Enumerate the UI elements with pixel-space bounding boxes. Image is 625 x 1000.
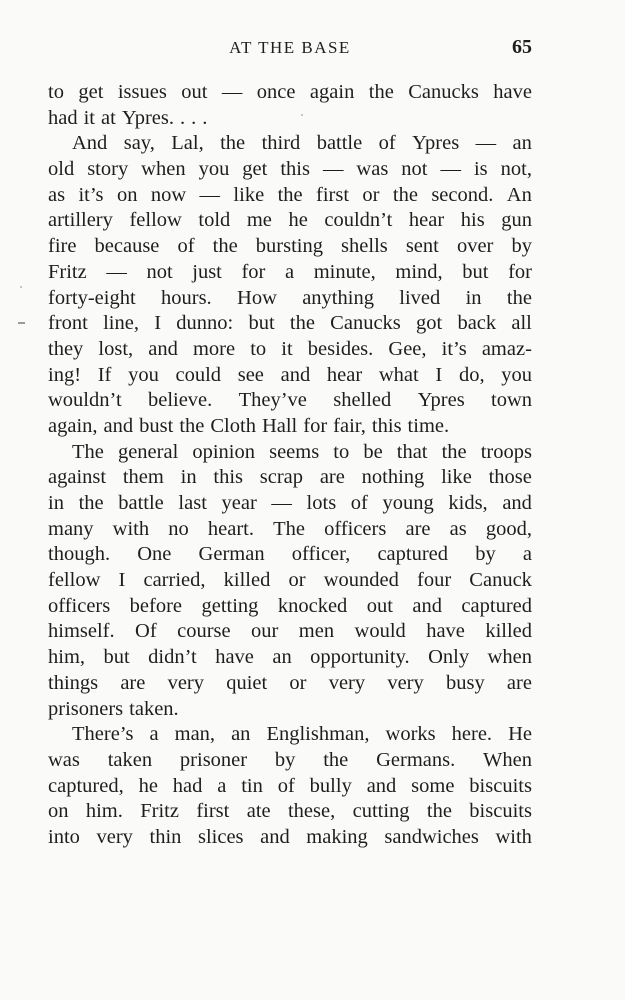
scan-speck: [20, 286, 22, 288]
text-line: many with no heart. The officers are as good,: [48, 517, 532, 540]
text-line: prisoners taken.: [48, 697, 179, 720]
text-line: artillery fellow told me he couldn’t hear his gun: [48, 209, 532, 232]
text-line: on him. Fritz first ate these, cutting the biscuits: [48, 800, 532, 823]
text-line: old story when you get this — was not — is not,: [48, 158, 532, 181]
running-header: [48, 36, 532, 60]
text-line: himself. Of course our men would have killed: [48, 620, 532, 643]
text-line: wouldn’t believe. They’ve shelled Ypres town: [48, 389, 532, 412]
text-line: fellow I carried, killed or wounded four Canuck: [48, 569, 532, 592]
text-line: And say, Lal, the third battle of Ypres — an: [72, 132, 532, 155]
text-line: was taken prisoner by the Germans. When: [48, 748, 532, 771]
body-text: [48, 80, 532, 851]
text-line: in the battle last year — lots of young kids, and: [48, 492, 532, 514]
text-line: though. One German officer, captured by a: [48, 543, 532, 566]
text-line: had it at Ypres. . . .: [48, 106, 208, 129]
text-line: forty-eight hours. How anything lived in the: [48, 286, 532, 309]
text-line: to get issues out — once again the Canucks have: [48, 81, 532, 103]
text-line: into very thin slices and making sandwiches with: [48, 825, 532, 848]
text-line: Fritz — not just for a minute, mind, but for: [48, 260, 532, 283]
text-line: front line, I dunno: but the Canucks got back all: [48, 312, 532, 335]
text-line: ing! If you could see and hear what I do, you: [48, 363, 532, 386]
running-title: AT THE BASE: [229, 38, 351, 57]
text-line: The general opinion seems to be that the troops: [72, 440, 532, 463]
margin-mark: [18, 322, 25, 324]
text-line: as it’s on now — like the first or the second. An: [48, 183, 532, 206]
text-line: things are very quiet or very very busy are: [48, 671, 532, 694]
text-line: against them in this scrap are nothing like those: [48, 466, 532, 489]
page-number: 65: [512, 36, 532, 58]
text-line: There’s a man, an Englishman, works here. He: [72, 723, 532, 746]
text-line: again, and bust the Cloth Hall for fair, this time.: [48, 414, 450, 437]
text-line: captured, he had a tin of bully and some biscuits: [48, 774, 532, 797]
text-line: officers before getting knocked out and captured: [48, 594, 532, 617]
text-line: fire because of the bursting shells sent over by: [48, 235, 532, 258]
text-line: they lost, and more to it besides. Gee, it’s amaz-: [48, 337, 532, 360]
text-line: him, but didn’t have an opportunity. Only when: [48, 646, 532, 669]
